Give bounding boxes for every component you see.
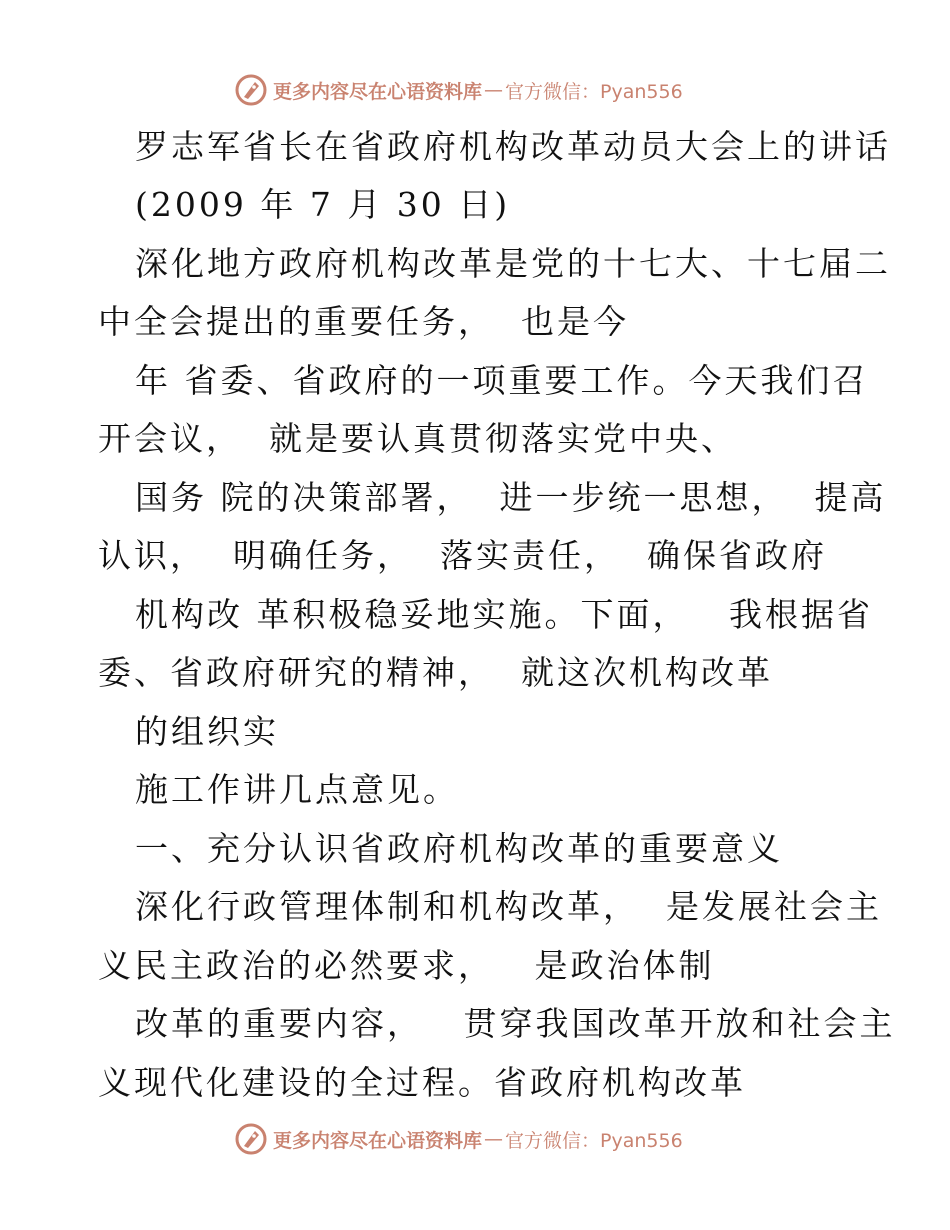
- text-line: 年 省委、省政府的一项重要工作。今天我们召: [135, 361, 869, 400]
- text-line: 的组织实: [135, 712, 279, 751]
- watermark-separator: —: [484, 1128, 504, 1150]
- text-line: 义民主政治的必然要求， 是政治体制: [98, 946, 715, 985]
- document-title: 罗志军省长在省政府机构改革动员大会上的讲话: [135, 127, 891, 166]
- watermark-text: 更多内容尽在心语资料库: [273, 80, 483, 103]
- text-line: 深化地方政府机构改革是党的十七大、十七届二: [135, 244, 891, 283]
- watermark-header: [235, 73, 683, 107]
- text-line: 机构改 革积极稳妥地实施。下面， 我根据省: [135, 595, 873, 634]
- watermark-suffix: 官方微信：Pyan556: [505, 80, 683, 103]
- text-line: 中全会提出的重要任务， 也是今: [98, 302, 629, 341]
- text-line: 国务 院的决策部署， 进一步统一思想， 提高: [135, 478, 887, 517]
- text-line: 委、省政府研究的精神， 就这次机构改革: [98, 653, 773, 692]
- section-heading: 一、充分认识省政府机构改革的重要意义: [135, 829, 783, 868]
- pen-nib-logo-icon: [235, 74, 267, 106]
- pen-nib-logo-icon: [235, 1123, 267, 1155]
- text-line: 开会议， 就是要认真贯彻落实党中央、: [98, 419, 737, 458]
- text-line: 改革的重要内容， 贯穿我国改革开放和社会主: [135, 1004, 896, 1043]
- text-line: 深化行政管理体制和机构改革， 是发展社会主: [135, 887, 882, 926]
- watermark-text: 更多内容尽在心语资料库: [273, 1129, 483, 1152]
- text-line: 义现代化建设的全过程。省政府机构改革: [98, 1063, 746, 1102]
- text-line: 认识， 明确任务， 落实责任， 确保省政府: [98, 536, 827, 575]
- watermark-separator: —: [484, 79, 504, 101]
- watermark-footer: [235, 1122, 683, 1156]
- document-date: (2009 年 7 月 30 日): [135, 185, 511, 224]
- text-line: 施工作讲几点意见。: [135, 770, 459, 809]
- watermark-suffix: 官方微信：Pyan556: [505, 1129, 683, 1152]
